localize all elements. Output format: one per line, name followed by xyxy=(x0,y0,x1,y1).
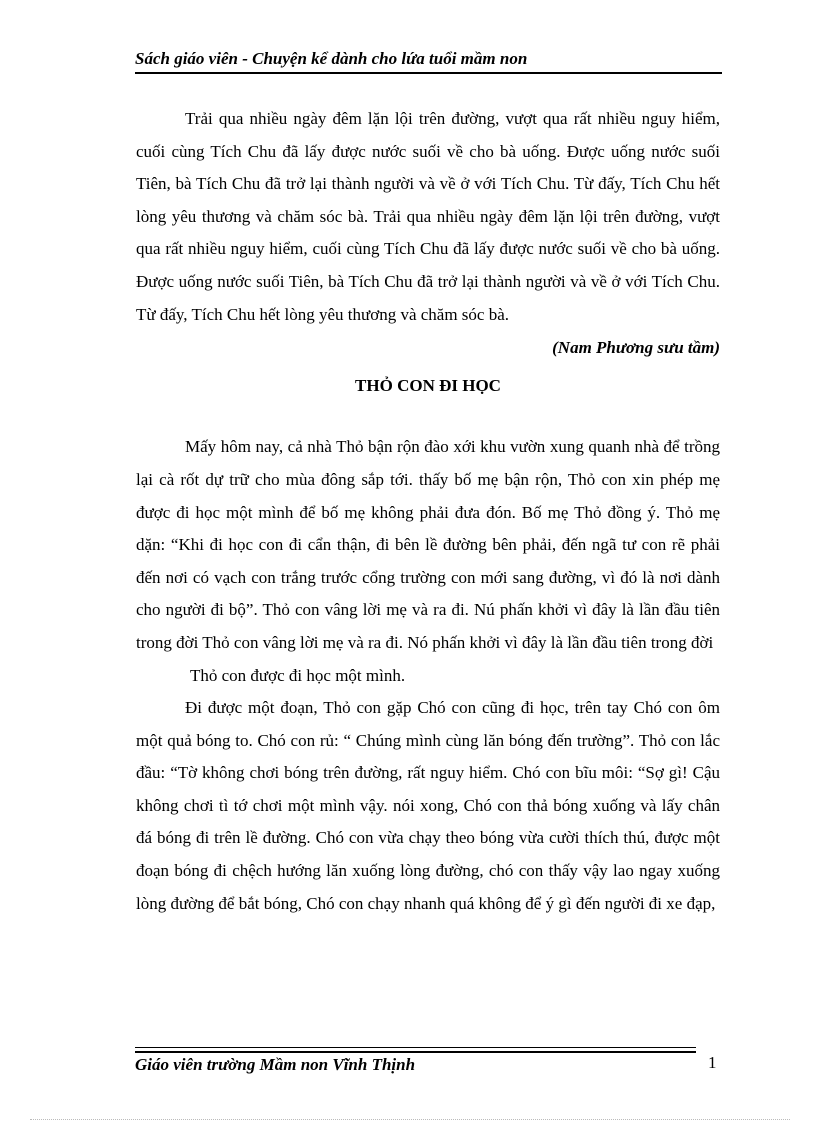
story-paragraph: Mấy hôm nay, cả nhà Thỏ bận rộn đào xới khu vườn xung quanh nhà để trồng lại cà rốt dự trữ cho mùa đông sắp tới. thấy bố mẹ bận rộn, Thỏ con xin phép mẹ được đi học một mình để bố mẹ không phải đưa đón. Bố mẹ Thỏ đồng ý. Thỏ mẹ dặn: “Khi đi học con đi cẩn thận, đi bên lề đường bên phải, đến ngã tư con rẽ phải đến nơi có vạch con trắng trước cổng trường con mới sang đường, vì đó là nơi dành cho người đi bộ”. Thỏ con vâng lời mẹ và ra đi. Nú phấn khởi vì đây là lần đầu tiên trong đời Thỏ con vâng lời mẹ và ra đi. Nó phấn khởi vì đây là lần đầu tiên trong đời xyxy=(136,437,720,652)
story-paragraph: Thỏ con được đi học một mình. xyxy=(190,665,406,685)
story-source: (Nam Phương sưu tầm) xyxy=(552,338,720,358)
page-header: Sách giáo viên - Chuyện kể dành cho lứa tuổi mầm non xyxy=(135,49,528,68)
footer-divider-thick xyxy=(135,1051,696,1053)
story-paragraph: Đi được một đoạn, Thỏ con gặp Chó con cũng đi học, trên tay Chó con ôm một quả bóng to. Chó con rủ: “ Chúng mình cùng lăn bóng đến trường”. Thỏ con lắc đầu: “Tờ không chơi bóng trên đường, rất nguy hiểm. Chó con bĩu môi: “Sợ gì! Cậu không chơi tì tớ chơi một mình vậy. nói xong, Chó con thả bóng xuống và lấy chân đá bóng đi trên lề đường. Chó con vừa chạy theo bóng vừa cười thích thú, được một đoạn bóng đi chệch hướng lăn xuống lòng đường, chó con thấy vậy lao ngay xuống lòng đường để bắt bóng, Chó con chạy nhanh quá không để ý gì đến người đi xe đạp, xyxy=(136,698,720,913)
footer-divider-thin xyxy=(135,1047,696,1048)
page-bottom-edge xyxy=(30,1119,790,1120)
header-divider xyxy=(135,72,722,74)
story-paragraph: Trải qua nhiều ngày đêm lặn lội trên đường, vượt qua rất nhiều nguy hiểm, cuối cùng Tích Chu đã lấy được nước suối về cho bà uống. Được uống nước suối Tiên, bà Tích Chu đã trở lại thành người và về ở với Tích Chu. Từ đấy, Tích Chu hết lòng yêu thương và chăm sóc bà. Trải qua nhiều ngày đêm lặn lội trên đường, vượt qua rất nhiều nguy hiểm, cuối cùng Tích Chu đã lấy được nước suối về cho bà uống. Được uống nước suối Tiên, bà Tích Chu đã trở lại thành người và về ở với Tích Chu. Từ đấy, Tích Chu hết lòng yêu thương và chăm sóc bà. xyxy=(136,109,720,324)
story-title: THỎ CON ĐI HỌC xyxy=(355,375,501,395)
document-body xyxy=(136,103,720,920)
page-footer: Giáo viên trường Mầm non Vĩnh Thịnh xyxy=(135,1055,416,1074)
page-number: 1 xyxy=(708,1053,717,1072)
